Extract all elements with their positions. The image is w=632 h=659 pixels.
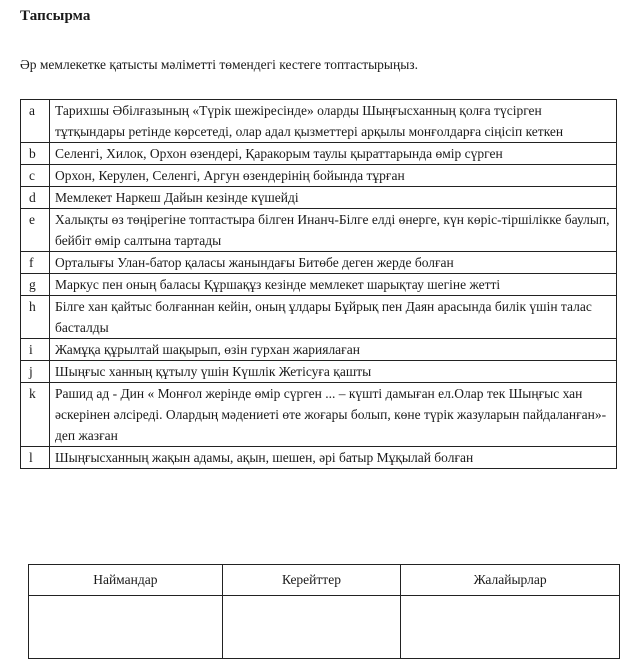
fact-letter: e [21,209,50,252]
fact-row [21,187,617,209]
fact-text: Маркус пен оның баласы Құршақұз кезінде мемлекет шарықтау шегіне жетті [50,274,617,296]
fact-row [21,143,617,165]
fact-row [21,100,617,143]
fact-letter: i [21,339,50,361]
fact-row [21,296,617,339]
fact-row [21,447,617,469]
fact-letter: d [21,187,50,209]
fact-letter: j [21,361,50,383]
fact-letter: l [21,447,50,469]
fact-letter: h [21,296,50,339]
fact-row [21,165,617,187]
fact-row [21,383,617,447]
fact-row [21,209,617,252]
answer-cell-naimans[interactable] [29,596,223,659]
fact-text: Халықты өз төңірегіне топтастыра білген Инанч-Білге елді өнерге, күн көріс-тіршілікке баулып, бейбіт өмір салтына тартады [50,209,617,252]
fact-row [21,252,617,274]
fact-text: Тарихшы Әбілғазының «Түрік шежіресінде» оларды Шыңғысханның қолға түсірген тұтқындары ретінде көрсетеді, олар адал қызметтері арқылы монғолдарға сіңісіп кеткен [50,100,617,143]
fact-letter: b [21,143,50,165]
fact-text: Орталығы Улан-батор қаласы жанындағы Битөбе деген жерде болған [50,252,617,274]
answer-cell-jalairs[interactable] [401,596,620,659]
fact-letter: a [21,100,50,143]
answer-cell-kereits[interactable] [222,596,401,659]
header-kereits: Керейттер [222,565,401,596]
fact-letter: c [21,165,50,187]
task-title: Тапсырма [20,8,91,24]
fact-text: Рашид ад - Дин « Монғол жерінде өмір сүрген ... – күшті дамыған ел.Олар тек Шыңғыс хан әскерінен әлсіреді. Олардың мәдениеті өте жоғары болып, көне түрік жазуларын пайдаланған»- деп жазған [50,383,617,447]
fact-text: Орхон, Керулен, Селенгі, Аргун өзендерінің бойында тұрған [50,165,617,187]
fact-text: Селенгі, Хилок, Орхон өзендері, Қаракорым таулы қыраттарында өмір сүрген [50,143,617,165]
groups-table [28,564,620,659]
fact-letter: g [21,274,50,296]
facts-table [20,99,617,469]
fact-row [21,361,617,383]
fact-letter: f [21,252,50,274]
header-naimans: Наймандар [29,565,223,596]
fact-row [21,274,617,296]
fact-text: Жамұқа құрылтай шақырып, өзін гурхан жариялаған [50,339,617,361]
fact-text: Шыңғыс ханның құтылу үшін Күшлік Жетісуға қашты [50,361,617,383]
task-instruction: Әр мемлекетке қатысты мәліметті төмендегі кестеге топтастырыңыз. [20,57,419,72]
fact-text: Шыңғысханның жақын адамы, ақын, шешен, әрі батыр Мұқылай болған [50,447,617,469]
fact-text: Мемлекет Наркеш Дайын кезінде күшейді [50,187,617,209]
header-jalairs: Жалайырлар [401,565,620,596]
fact-letter: k [21,383,50,447]
fact-text: Білге хан қайтыс болғаннан кейін, оның ұлдары Бұйрық пен Даян арасында билік үшін талас басталды [50,296,617,339]
fact-row [21,339,617,361]
